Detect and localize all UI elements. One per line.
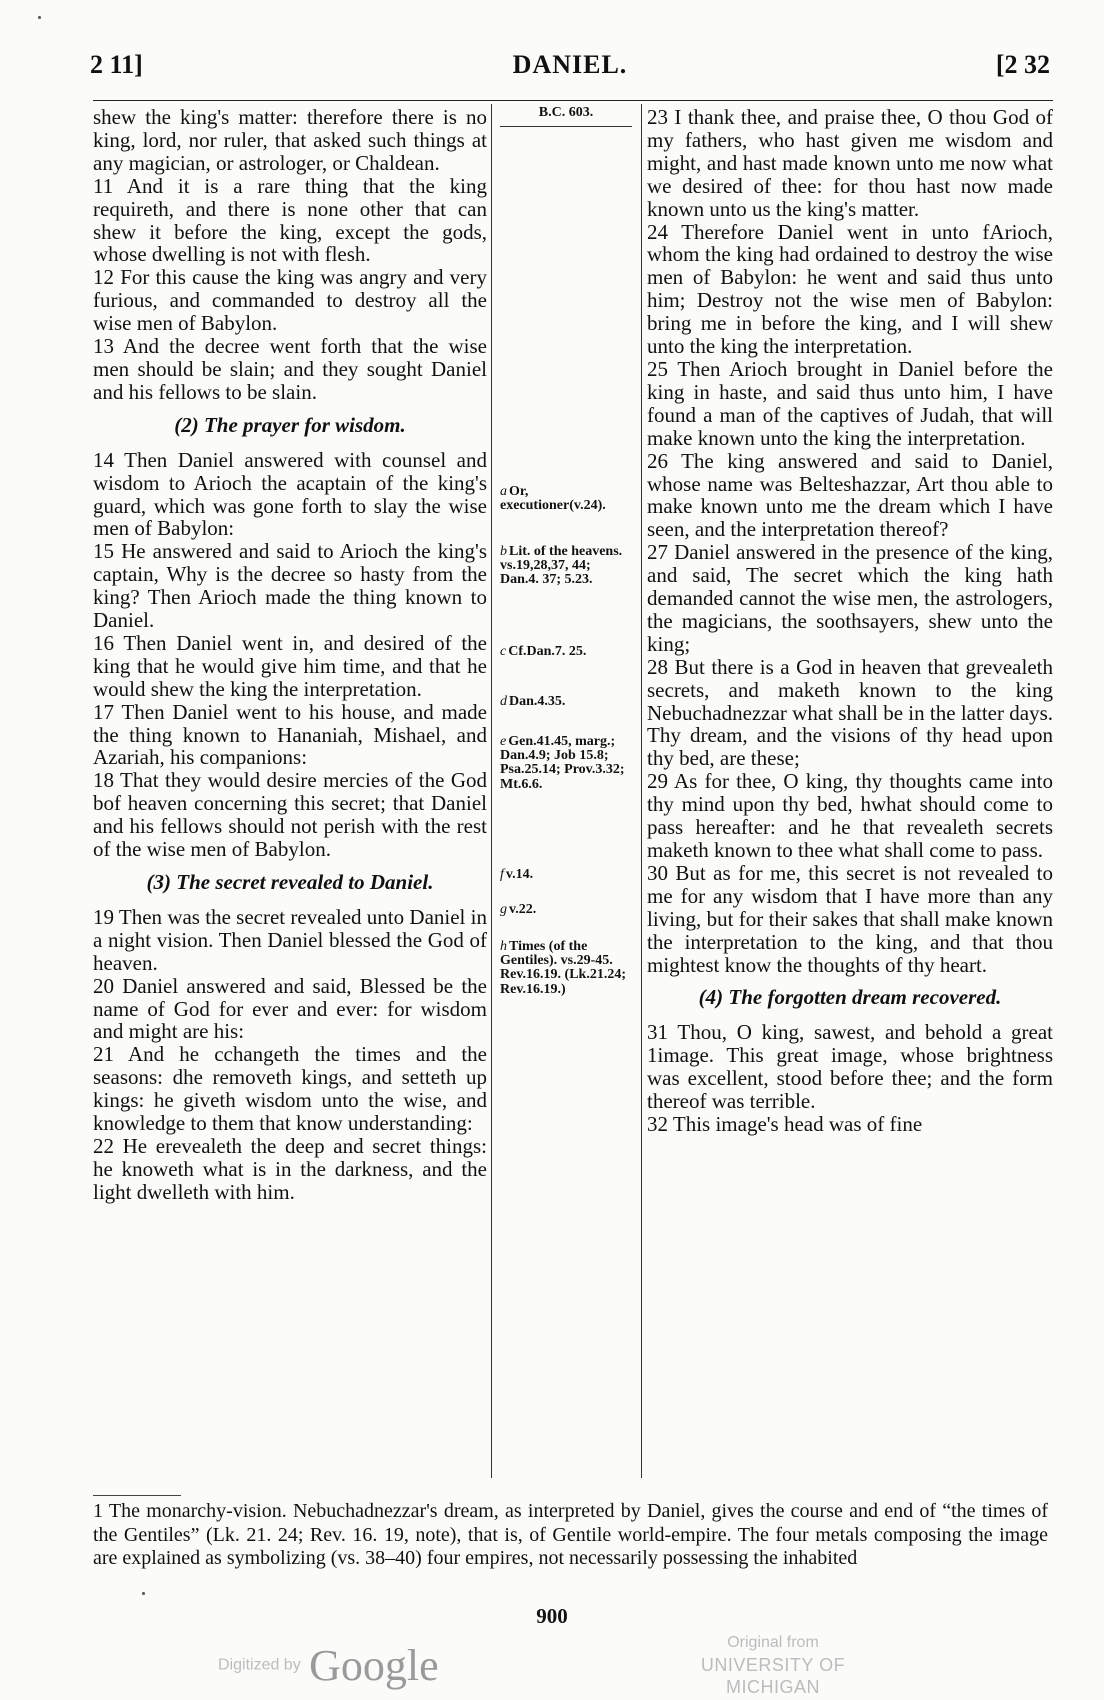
- date-rule: [500, 126, 632, 127]
- right-text-column: [647, 106, 1053, 1136]
- verse-paragraph: 12 For this cause the king was angry and very furious, and commanded to destroy all the wise men of Babylon.: [93, 265, 487, 336]
- verse-paragraph: 11 And it is a rare thing that the king requireth, and there is none other that can shew it before the king, except the gods, whose dwelling is not with flesh.: [93, 173, 487, 267]
- margin-note: d Dan.4.35.: [500, 694, 566, 709]
- google-logo: Google: [309, 1641, 439, 1690]
- footnote-rule: [93, 1495, 181, 1496]
- header-right: [2 32: [995, 50, 1050, 79]
- verse-paragraph: 21 And he cchangeth the times and the seasons: dhe removeth kings, and setteth up kings: he giveth wisdom unto the wise, and knowledge to them that know understanding:: [93, 1042, 487, 1136]
- verse-paragraph: shew the king's matter: therefore there is no king, lord, nor ruler, that asked such things at any magician, or astrologer, or Chaldean.: [93, 105, 487, 175]
- verse-paragraph: 23 I thank thee, and praise thee, O thou God of my fathers, who hast given me wisdom and might, and hast made known unto me now what we desired of thee: for thou hast now made known unto us the king's matter.: [647, 105, 1053, 221]
- verse-paragraph: 19 Then was the secret revealed unto Daniel in a night vision. Then Daniel blessed the God of heaven.: [93, 904, 487, 975]
- verse-paragraph: 13 And the decree went forth that the wise men should be slain; and they sought Daniel and his fellows to be slain.: [93, 334, 487, 404]
- original-from-watermark: [658, 1632, 888, 1698]
- verse-paragraph: 26 The king answered and said to Daniel, whose name was Belteshazzar, Art thou able to make known unto me the dream which I have seen, and the interpretation thereof?: [647, 448, 1053, 542]
- running-header: [90, 50, 1050, 90]
- verse-paragraph: 22 He erevealeth the deep and secret things: he knoweth what is in the darkness, and the light dwelleth with him.: [93, 1133, 487, 1204]
- verse-paragraph: 16 Then Daniel went in, and desired of the king that he would give him time, and that he would shew the king the interpretation.: [93, 630, 487, 701]
- verse-paragraph: 14 Then Daniel answered with counsel and wisdom to Arioch the acaptain of the king's guard, which was gone forth to slay the wise men of Babylon:: [93, 447, 487, 541]
- original-from-label: Original from: [727, 1634, 819, 1651]
- margin-note: e Gen.41.45, marg.; Dan.4.9; Job 15.8; Psa.25.14; Prov.3.32; Mt.6.6.: [500, 734, 625, 792]
- verse-paragraph: 24 Therefore Daniel went in unto fArioch, whom the king had ordained to destroy the wise men of Babylon: he went and said thus unto him; Destroy not the wise men of Babylon: bring me in before the king, and I will shew unto the king the interpretation.: [647, 219, 1053, 359]
- verse-paragraph: 28 But there is a God in heaven that grevealeth secrets, and maketh known to the king Nebuchadnezzar what shall be in the latter days. Thy dream, and the visions of thy head upon thy bed, are these;: [647, 654, 1053, 771]
- verse-paragraph: 27 Daniel answered in the presence of the king, and said, The secret which the king hath demanded cannot the wise men, the astrologers, the magicians, the soothsayers, shew unto the king;: [647, 540, 1053, 656]
- margin-note: h Times (of the Gentiles). vs.29-45. Rev.16.19. (Lk.21.24; Rev.16.19.): [500, 939, 626, 997]
- section-heading: (4) The forgotten dream recovered.: [698, 985, 1002, 1010]
- margin-note: g v.22.: [500, 902, 537, 917]
- date-label: B.C. 603.: [538, 105, 594, 120]
- verse-paragraph: 32 This image's head was of fine: [647, 1111, 923, 1136]
- verse-paragraph: 30 But as for me, this secret is not revealed to me for any wisdom that I have more than any living, but for their sakes that shall make known the interpretation to the king, and that thou mightest know the thoughts of thy heart.: [647, 860, 1053, 977]
- margin-reference-column: [494, 106, 638, 127]
- left-text-column: [93, 106, 487, 1204]
- footnote: 1 The monarchy-vision. Nebuchadnezzar's dream, as interpreted by Daniel, gives the course and end of “the times of the Gentiles” (Lk. 21. 24; Rev. 16. 19, note), that is, of Gentile world-empire. The four metals composing the image are explained as symbolizing (vs. 38–40) four empires, not necessarily possessing the inhabited: [93, 1500, 1048, 1569]
- university-label: UNIVERSITY OF MICHIGAN: [700, 1655, 846, 1697]
- digitized-by-label: Digitized by: [218, 1656, 301, 1674]
- section-heading: (3) The secret revealed to Daniel.: [146, 870, 434, 894]
- verse-paragraph: 18 That they would desire mercies of the God bof heaven concerning this secret; that Daniel and his fellows should not perish with the rest of the wise men of Babylon.: [93, 768, 487, 862]
- margin-note: a Or, executioner(v.24).: [500, 484, 606, 514]
- scan-speck: [38, 16, 41, 19]
- header-rule: [93, 100, 1053, 101]
- header-left: 2 11]: [90, 50, 143, 79]
- section-heading: (2) The prayer for wisdom.: [174, 412, 406, 437]
- verse-paragraph: 25 Then Arioch brought in Daniel before the king in haste, and said thus unto him, I have found a man of the captives of Judah, that will make known unto the king the interpretation.: [647, 356, 1053, 450]
- verse-paragraph: 15 He answered and said to Arioch the king's captain, Why is the decree so hasty from the king? Then Arioch made the thing known to Daniel.: [93, 539, 487, 633]
- verse-paragraph: 31 Thou, O king, sawest, and behold a great 1image. This great image, whose brightness was excellent, stood before thee; and the form thereof was terrible.: [647, 1020, 1053, 1114]
- header-book-title: DANIEL.: [512, 50, 628, 79]
- verse-paragraph: 20 Daniel answered and said, Blessed be the name of God for ever and ever: for wisdom and might are his:: [93, 973, 487, 1044]
- margin-note: b Lit. of the heavens. vs.19,28,37, 44; Dan.4. 37; 5.23.: [500, 544, 623, 588]
- margin-note: c Cf.Dan.7. 25.: [500, 644, 587, 659]
- scan-speck: [142, 1592, 145, 1595]
- page-number: 900: [536, 1604, 568, 1628]
- right-column-divider: [641, 104, 642, 1478]
- verse-paragraph: 17 Then Daniel went to his house, and made the thing known to Hananiah, Mishael, and Azariah, his companions:: [93, 699, 487, 770]
- digitized-by-watermark: [218, 1640, 439, 1691]
- verse-paragraph: 29 As for thee, O king, thy thoughts came into thy mind upon thy bed, hwhat should come to pass hereafter: and he that revealeth secrets maketh known to thee what shall come to pass.: [647, 769, 1053, 862]
- left-column-divider: [491, 104, 492, 1478]
- margin-note: f v.14.: [500, 867, 534, 882]
